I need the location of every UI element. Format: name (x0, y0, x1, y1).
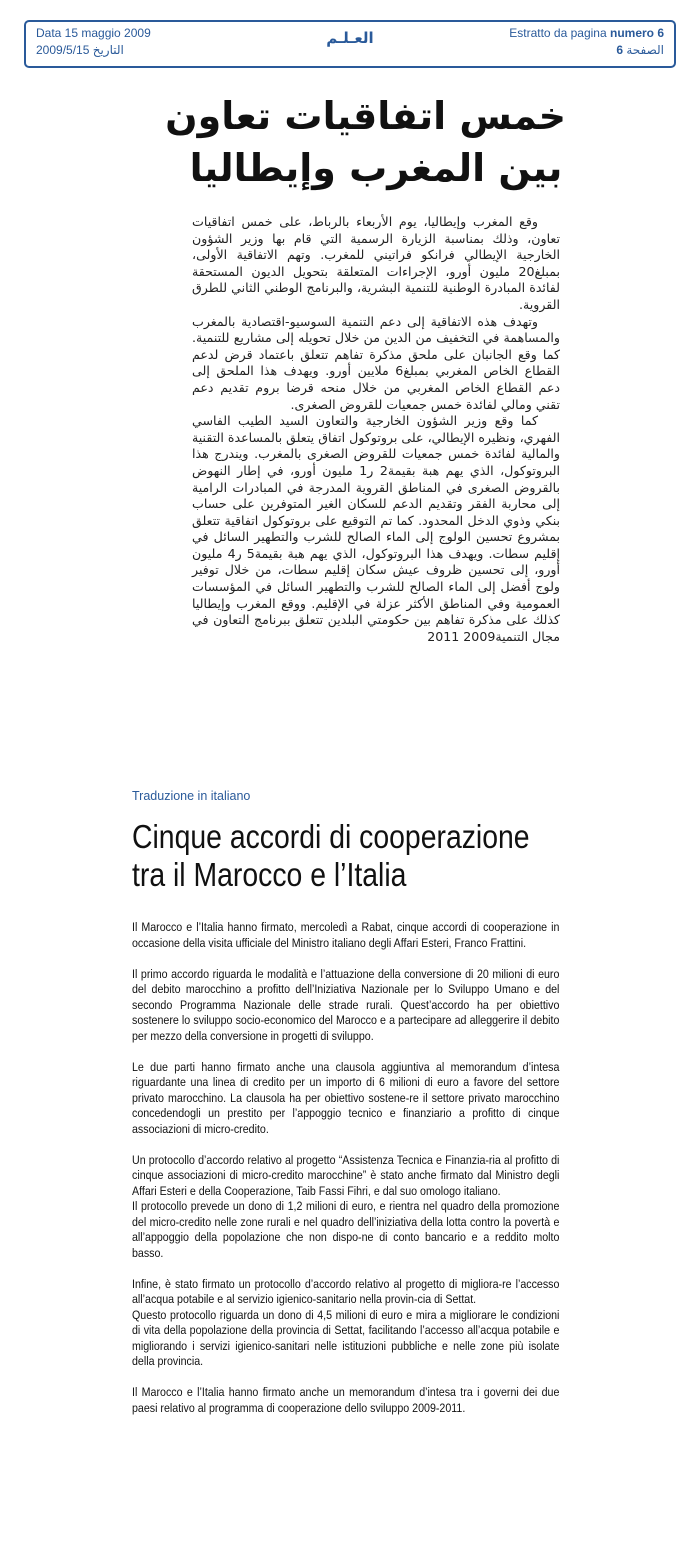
page-number: numero 6 (609, 26, 664, 40)
italian-paragraph: Le due parti hanno firmato anche una clausola aggiuntiva al memorandum d’intesa riguardante una linea di credito per un importo di 6 milioni di euro a favore del settore privato marocchino. La clausola ha per obiettivo sostene-re il settore privato marocchino concedendogli un prestito per l’appoggio tecnico e finanziario a profitto di cinque associazioni di micro-credito. (132, 1059, 560, 1136)
arabic-paragraph: كما وقع وزير الشؤون الخارجية والتعاون السيد الطيب الفاسي الفهري، ونظيره الإيطالي، على بروتوكول اتفاق يتعلق بالمساعدة التقنية والمالية لفائدة خمس جمعيات للقروض الصغرى بالمغرب. ويندرج هذا البروتوكول، الذي يهم هبة بقيمة2 ر1 مليون أورو، في إطار النهوض بالقروض الصغرى في المناطق القروية المدرجة في المبادرات الرامية إلى محاربة الفقر وتقديم الدعم للسكان الغير المتوفرين على حساب بنكي وذوي الدخل المحدود. كما تم التوقيع على بروتوكول اتفاقية تتعلق بمشروع تحسين الولوج إلى الماء الصالح للشرب والتطهير السائل في إقليم سطات. ويهدف هذا البروتوكول، الذي يهم هبة بقيمة5 ر4 مليون أورو، إلى تحسين ظروف عيش سكان إقليم سطات، من خلال توفير ولوج أفضل إلى الماء الصالح للشرب والتطهير السائل في المؤسسات العمومية وفي المناطق الأكثر عزلة في الإقليم. ووقع المغرب وإيطاليا كذلك على مذكرة تفاهم بين حكومتي البلدين تتعلق ببرنامج التعاون في مجال التنمية2009 2011 (192, 413, 560, 644)
newspaper-logo: العـلـم (326, 30, 374, 47)
press-header (24, 20, 676, 68)
italian-headline-line1: Cinque accordi di cooperazione (132, 818, 530, 855)
arabic-article-body (192, 214, 560, 645)
italian-paragraph: Un protocollo d’accordo relativo al progetto “Assistenza Tecnica e Finanzia-ria al profitto di cinque associazioni di micro-credito marocchine” è stato anche firmato dal Ministro degli Affari Esteri e della Cooperazione, Taib Fassi Fihri, e dal suo omologo italiano. (132, 1152, 560, 1198)
page-extract-label (509, 26, 664, 40)
italian-paragraph: Infine, è stato firmato un protocollo d’accordo relativo al progetto di migliora-re l’accesso all’acqua potabile e al servizio igienico-sanitario nella provin-cia di Settat. (132, 1276, 560, 1306)
page-arabic-number: 6 (616, 43, 623, 57)
extract-text: Estratto da pagina (509, 26, 607, 40)
page-arabic-text: الصفحة (626, 43, 664, 57)
date-arabic: التاريخ 2009/5/15 (36, 43, 124, 57)
italian-headline (132, 818, 528, 894)
italian-paragraph: Il Marocco e l’Italia hanno firmato anche un memorandum d’intesa tra i governi dei due paesi relativo al programma di cooperazione dello sviluppo 2009-2011. (132, 1385, 560, 1415)
arabic-headline-line1: خمس اتفاقيات تعاون (165, 94, 566, 138)
italian-headline-line2: tra il Marocco e l’Italia (132, 856, 407, 893)
italian-paragraph: Il Marocco e l’Italia hanno firmato, mercoledì a Rabat, cinque accordi di cooperazione in occasione della visita ufficiale del Ministro italiano degli Affari Esteri, Franco Frattini. (132, 920, 560, 950)
arabic-headline-line2: بين المغرب وإيطاليا (189, 146, 563, 190)
italian-paragraph: Il protocollo prevede un dono di 1,2 milioni di euro, e rientra nel quadro della promozione del micro-credito nelle zone rurali e nel quadro dell’iniziativa della lotta contro la povertà e all’appoggio della popolazione che non dispo-ne di conto bancario e a reddito molto basso. (132, 1199, 560, 1260)
arabic-news-clipping (165, 90, 566, 770)
arabic-paragraph: وقع المغرب وإيطاليا، يوم الأربعاء بالرباط، على خمس اتفاقيات تعاون، وذلك بمناسبة الزيارة الرسمية التي قام بها وزير الشؤون الخارجية الإيطالي فرانكو فراتيني للمغرب. وتهم الاتفاقية الأولى، بمبلغ20 مليون أورو، الإجراءات المتعلقة بتحويل الديون المستحقة لفائدة المبادرة الوطنية للتنمية البشرية، والبرنامج الوطني الثاني للطرق القروية. (192, 214, 560, 312)
page-arabic-label (616, 43, 664, 57)
italian-paragraph: Questo protocollo riguarda un dono di 4,5 milioni di euro e mira a migliorare le condizioni di vita della popolazione della provincia di Settat, facilitando l’accesso all’acqua potabile e migliorando i servizi igienico-sanitari nelle istituzioni pubbliche e nelle zone più isolate della provincia. (132, 1307, 560, 1368)
italian-paragraph: Il primo accordo riguarda le modalità e l’attuazione della conversione di 20 milioni di euro del debito marocchino a profitto dell’Iniziativa Nazionale per lo Sviluppo Umano e del secondo Programma Nazionale delle strade rurali. Quest’accordo ha per obiettivo sostenere lo sviluppo socio-economico del Marocco e a partecipare ad alleggerire il debito per mezzo della conversione in progetti di sviluppo. (132, 966, 560, 1043)
arabic-paragraph: وتهدف هذه الاتفاقية إلى دعم التنمية السوسيو-اقتصادية بالمغرب والمساهمة في التخفيف من الدين من خلال تحويله إلى مشاريع للتنمية. كما وقع الجانبان على ملحق مذكرة تفاهم تتعلق باعتماد قرض لدعم القطاع الخاص المغربي بمبلغ6 ملايين أورو. ويهدف هذا الملحق إلى دعم القطاع الخاص المغربي من خلال منحه قرضا بروم تقديم دعم تقني ومالي لفائدة خمس جمعيات للقروض الصغرى. (192, 313, 560, 412)
date-italian: Data 15 maggio 2009 (36, 26, 151, 40)
translation-label: Traduzione in italiano (132, 789, 251, 803)
italian-article-body (132, 920, 559, 1416)
